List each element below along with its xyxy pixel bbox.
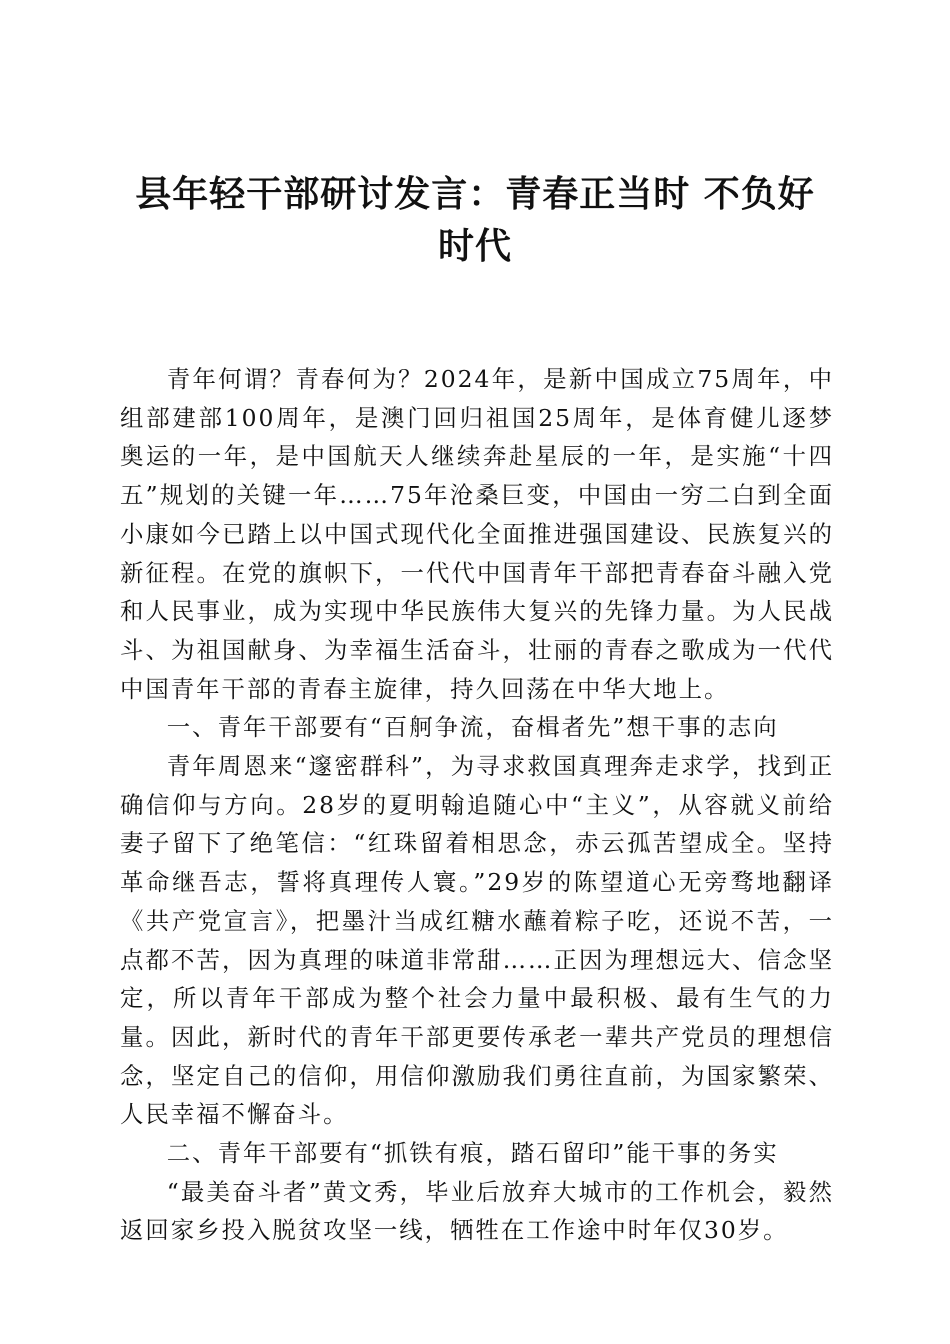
paragraph-section-1: 青年周恩来“邃密群科”，为寻求救国真理奔走求学，找到正确信仰与方向。28岁的夏明翰追随心中“主义”，从容就义前给妻子留下了绝笔信：“红珠留着相思念，赤云孤苦望成全。坚持革命继吾志，誓将真理传人寰。”29岁的陈望道心无旁骛地翻译《共产党宣言》，把墨汁当成红糖水蘸着粽子吃，还说不苦，一点都不苦，因为真理的味道非常甜……正因为理想远大、信念坚定，所以青年干部成为整个社会力量中最积极、最有生气的力量。因此，新时代的青年干部更要传承老一辈共产党员的理想信念，坚定自己的信仰，用信仰激励我们勇往直前，为国家繁荣、人民幸福不懈奋斗。 [120,752,834,1129]
paragraph-section-2: “最美奋斗者”黄文秀，毕业后放弃大城市的工作机会，毅然返回家乡投入脱贫攻坚一线，牺牲在工作途中时年仅30岁。 [120,1177,834,1245]
paragraph-intro: 青年何谓？青春何为？2024年，是新中国成立75周年，中组部建部100周年，是澳门回归祖国25周年，是体育健儿逐梦奥运的一年，是中国航天人继续奔赴星辰的一年，是实施“十四五”规划的关键一年……75年沧桑巨变，中国由一穷二白到全面小康如今已踏上以中国式现代化全面推进强国建设、民族复兴的新征程。在党的旗帜下，一代代中国青年干部把青春奋斗融入党和人民事业，成为实现中华民族伟大复兴的先锋力量。为人民战斗、为祖国献身、为幸福生活奋斗，壮丽的青春之歌成为一代代中国青年干部的青春主旋律，持久回荡在中华大地上。 [120,365,834,703]
section-heading-1: 一、青年干部要有“百舸争流，奋楫者先”想干事的志向 [166,713,779,742]
document-body [120,360,834,1250]
section-heading-2: 二、青年干部要有“抓铁有痕，踏石留印”能干事的务实 [166,1139,779,1168]
document-title: 县年轻干部研讨发言：青春正当时 不负好时代 [135,173,815,267]
